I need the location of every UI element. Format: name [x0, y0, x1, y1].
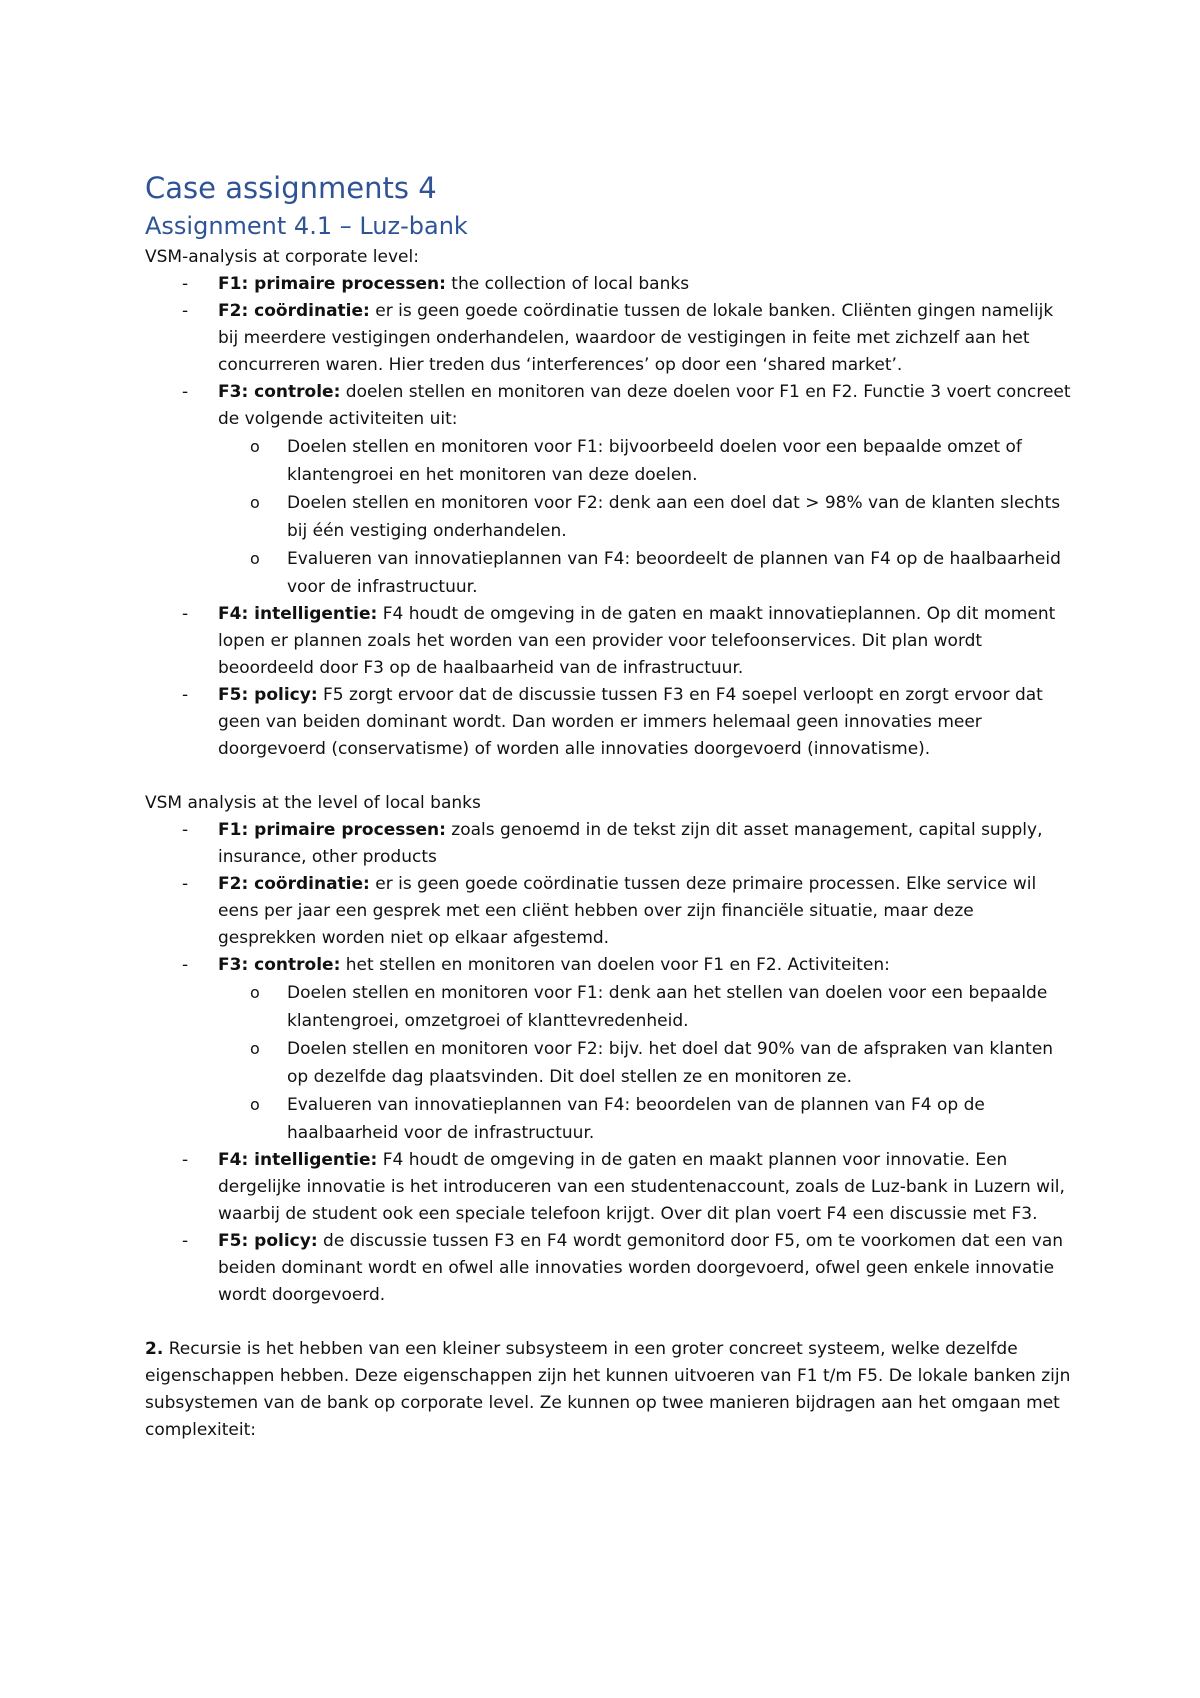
assignment-heading: Assignment 4.1 – Luz-bank	[145, 212, 468, 240]
item-text: er is geen goede coördinatie tussen deze primaire processen. Elke service wil eens per jaar een gesprek met een cliënt hebben over zijn financiële situatie, maar deze gesprekken worden niet op elkaar afgestemd.	[218, 874, 1037, 948]
paragraph-number: 2.	[145, 1339, 164, 1359]
sub-list-item	[214, 489, 1075, 545]
sub-item-text: Doelen stellen en monitoren voor F2: denk aan een doel dat > 98% van de klanten slechts bij één vestiging onderhandelen.	[287, 493, 1061, 541]
list-item	[145, 601, 1075, 682]
item-text: the collection of local banks	[445, 274, 690, 294]
list-item	[145, 1147, 1075, 1228]
list-item	[145, 871, 1075, 952]
item-text: F4 houdt de omgeving in de gaten en maakt innovatieplannen. Op dit moment lopen er plannen zoals het worden van een provider voor telefoonservices. Dit plan wordt beoordeeld door F3 op de haalbaarheid van de infrastructuur.	[218, 604, 1056, 678]
dash-bullet: -	[182, 820, 189, 840]
sub-item-text: Evalueren van innovatieplannen van F4: beoordelen van de plannen van F4 op de haalbaarheid voor de infrastructuur.	[287, 1095, 985, 1143]
recursion-text: Recursie is het hebben van een kleiner subsysteem in een groter concreet systeem, welke dezelfde eigenschappen hebben. Deze eigenschappen zijn het kunnen uitvoeren van F1 t/m F5. De lokale banken zijn subsystemen van de bank op corporate level. Ze kunnen op twee manieren bijdragen aan het omgaan met complexiteit:	[145, 1339, 1071, 1440]
sub-item-text: Evalueren van innovatieplannen van F4: beoordeelt de plannen van F4 op de haalbaarheid voor de infrastructuur.	[287, 549, 1061, 597]
circle-bullet: o	[250, 983, 260, 1002]
item-label: F2: coördinatie:	[218, 874, 370, 894]
item-label: F5: policy:	[218, 1231, 318, 1251]
list-item	[145, 379, 1075, 601]
item-text: de discussie tussen F3 en F4 wordt gemonitord door F5, om te voorkomen dat een van beiden dominant wordt en ofwel alle innovaties worden doorgevoerd, ofwel geen enkele innovatie wordt doorgevoerd.	[218, 1231, 1064, 1305]
circle-bullet: o	[250, 1095, 260, 1114]
sub-list-item	[214, 545, 1075, 601]
item-text: zoals genoemd in de tekst zijn dit asset management, capital supply, insurance, other products	[218, 820, 1043, 867]
item-label: F4: intelligentie:	[218, 604, 378, 624]
item-label: F5: policy:	[218, 685, 318, 705]
list-item	[145, 298, 1075, 379]
section1-list	[145, 271, 1075, 763]
list-item	[145, 1228, 1075, 1309]
item-label: F2: coördinatie:	[218, 301, 370, 321]
sub-item-text: Doelen stellen en monitoren voor F1: bijvoorbeeld doelen voor een bepaalde omzet of klantengroei en het monitoren van deze doelen.	[287, 437, 1022, 485]
list-item	[145, 682, 1075, 763]
item-text: F5 zorgt ervoor dat de discussie tussen F3 en F4 soepel verloopt en zorgt ervoor dat geen van beiden dominant wordt. Dan worden er immers helemaal geen innovaties meer doorgevoerd (conservatisme) of worden alle innovaties doorgevoerd (innovatisme).	[218, 685, 1043, 759]
section2-intro: VSM analysis at the level of local banks	[145, 793, 481, 813]
document-title: Case assignments 4	[145, 171, 437, 205]
circle-bullet: o	[250, 1039, 260, 1058]
dash-bullet: -	[182, 1150, 189, 1170]
dash-bullet: -	[182, 955, 189, 975]
sub-item-text: Doelen stellen en monitoren voor F1: denk aan het stellen van doelen voor een bepaalde klantengroei, omzetgroei of klanttevredenheid.	[287, 983, 1048, 1031]
item-label: F1: primaire processen:	[218, 274, 446, 294]
document-page	[145, 168, 1075, 1444]
item-label: F3: controle:	[218, 382, 341, 402]
item-text: het stellen en monitoren van doelen voor F1 en F2. Activiteiten:	[340, 955, 890, 975]
sub-list-item	[214, 1091, 1075, 1147]
dash-bullet: -	[182, 604, 189, 624]
item-label: F4: intelligentie:	[218, 1150, 378, 1170]
dash-bullet: -	[182, 874, 189, 894]
item-text: er is geen goede coördinatie tussen de lokale banken. Cliënten gingen namelijk bij meerdere vestigingen onderhandelen, waardoor de vestigingen in feite met zichzelf aan het concurreren waren. Hier treden dus ‘interferences’ op door een ‘shared market’.	[218, 301, 1054, 375]
sub-list-item	[214, 979, 1075, 1035]
list-item	[145, 952, 1075, 1147]
recursion-paragraph	[145, 1336, 1075, 1444]
item-label: F1: primaire processen:	[218, 820, 446, 840]
dash-bullet: -	[182, 1231, 189, 1251]
section1-intro: VSM-analysis at corporate level:	[145, 247, 419, 267]
sub-list	[214, 433, 1075, 601]
sub-list	[214, 979, 1075, 1147]
circle-bullet: o	[250, 493, 260, 512]
circle-bullet: o	[250, 437, 260, 456]
item-text: F4 houdt de omgeving in de gaten en maakt plannen voor innovatie. Een dergelijke innovatie is het introduceren van een studentenaccount, zoals de Luz-bank in Luzern wil, waarbij de student ook een speciale telefoon krijgt. Over dit plan voert F4 een discussie met F3.	[218, 1150, 1065, 1224]
dash-bullet: -	[182, 301, 189, 321]
sub-item-text: Doelen stellen en monitoren voor F2: bijv. het doel dat 90% van de afspraken van klanten op dezelfde dag plaatsvinden. Dit doel stellen ze en monitoren ze.	[287, 1039, 1054, 1087]
circle-bullet: o	[250, 549, 260, 568]
dash-bullet: -	[182, 274, 189, 294]
list-item	[145, 271, 1075, 298]
sub-list-item	[214, 433, 1075, 489]
list-item	[145, 817, 1075, 871]
item-text: doelen stellen en monitoren van deze doelen voor F1 en F2. Functie 3 voert concreet de volgende activiteiten uit:	[218, 382, 1071, 429]
dash-bullet: -	[182, 382, 189, 402]
sub-list-item	[214, 1035, 1075, 1091]
dash-bullet: -	[182, 685, 189, 705]
item-label: F3: controle:	[218, 955, 341, 975]
section2-list	[145, 817, 1075, 1309]
